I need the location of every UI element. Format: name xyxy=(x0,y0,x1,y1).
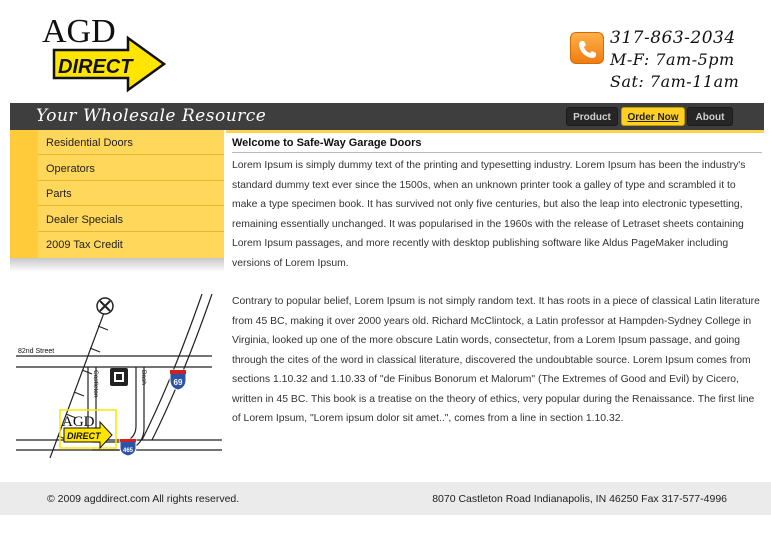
svg-text:AGD: AGD xyxy=(62,414,95,430)
footer xyxy=(0,482,771,515)
weekday-hours: M-F: 7am-5pm xyxy=(610,50,735,69)
svg-text:69: 69 xyxy=(173,378,183,387)
sidebar-shadow xyxy=(10,258,224,272)
closed-marker-icon xyxy=(97,298,113,314)
interstate-465-shield-icon xyxy=(120,439,136,456)
saturday-hours: Sat: 7am-11am xyxy=(610,72,740,91)
building-icon xyxy=(110,368,128,386)
page-title: Welcome to Safe-Way Garage Doors xyxy=(232,137,762,153)
nav-order-now-button[interactable]: Order Now xyxy=(621,107,685,126)
sidebar-item-residential-doors[interactable]: Residential Doors xyxy=(38,130,224,155)
interstate-69-shield-icon xyxy=(170,370,186,390)
sidebar-strip xyxy=(10,130,38,258)
sidebar-item-parts[interactable]: Parts xyxy=(38,181,224,206)
sidebar-menu xyxy=(10,130,224,258)
street-label-bash: Bash xyxy=(140,370,147,385)
tagline: Your Wholesale Resource xyxy=(36,106,267,126)
phone-number[interactable]: 317-863-2034 xyxy=(610,28,736,48)
location-map xyxy=(12,290,224,460)
svg-text:AGD: AGD xyxy=(42,13,116,50)
agd-direct-logo[interactable] xyxy=(40,12,170,97)
sidebar-item-operators[interactable]: Operators xyxy=(38,156,224,181)
nav-bar xyxy=(10,103,764,130)
svg-text:DIRECT: DIRECT xyxy=(58,56,133,78)
street-label-82nd: 82nd Street xyxy=(18,348,55,355)
nav-about-button[interactable]: About xyxy=(687,107,733,126)
history-paragraph: Contrary to popular belief, Lorem Ipsum is not simply random text. It has roots in a piece of classical Latin literature from 45 BC, making it over 2000 years old. Richard McClintock, a Latin professor at Hampden-Sydney College in Virginia, looked up one of the more obscure Latin words, consectetur, from a Lorem Ipsum passage, and going through the cites of the word in classical literature, discovered the undoubtable source. Lorem Ipsum comes from sections 1.10.32 and 1.10.33 of "de Finibus Bonorum et Malorum" (The Extremes of Good and Evil) by Cicero, written in 45 BC. This book is a treatise on the theory of ethics, very popular during the Renaissance. The first line of Lorem Ipsum, "Lorem ipsum dolor sit amet..", comes from a line in section 1.10.32. xyxy=(232,296,760,424)
sidebar-item-dealer-specials[interactable]: Dealer Specials xyxy=(38,207,224,232)
sidebar-item-tax-credit[interactable]: 2009 Tax Credit xyxy=(46,239,123,251)
nav-accent-line xyxy=(226,130,764,133)
svg-text:DIRECT: DIRECT xyxy=(67,431,101,441)
nav-product-button[interactable]: Product xyxy=(566,107,618,126)
intro-paragraph: Lorem Ipsum is simply dummy text of the printing and typesetting industry. Lorem Ipsum has been the industry's standard dummy text ever since the 1500s, when an unknown printer took a galley of type and scrambled it to make a type specimen book. It has survived not only five centuries, but also the leap into electronic typesetting, remaining essentially unchanged. It was popularised in the 1960s with the release of Letraset sheets containing Lorem Ipsum passages, and more recently with desktop publishing software like Aldus PageMaker including versions of Lorem Ipsum. xyxy=(232,160,746,269)
footer-copyright: © 2009 agddirect.com All rights reserved. xyxy=(47,493,240,505)
street-label-castleton: Castleton xyxy=(92,370,99,398)
svg-text:465: 465 xyxy=(122,448,134,454)
phone-icon xyxy=(570,32,604,64)
main-content xyxy=(232,137,762,429)
footer-address: 8070 Castleton Road Indianapolis, IN 46250 Fax 317-577-4996 xyxy=(432,493,727,505)
